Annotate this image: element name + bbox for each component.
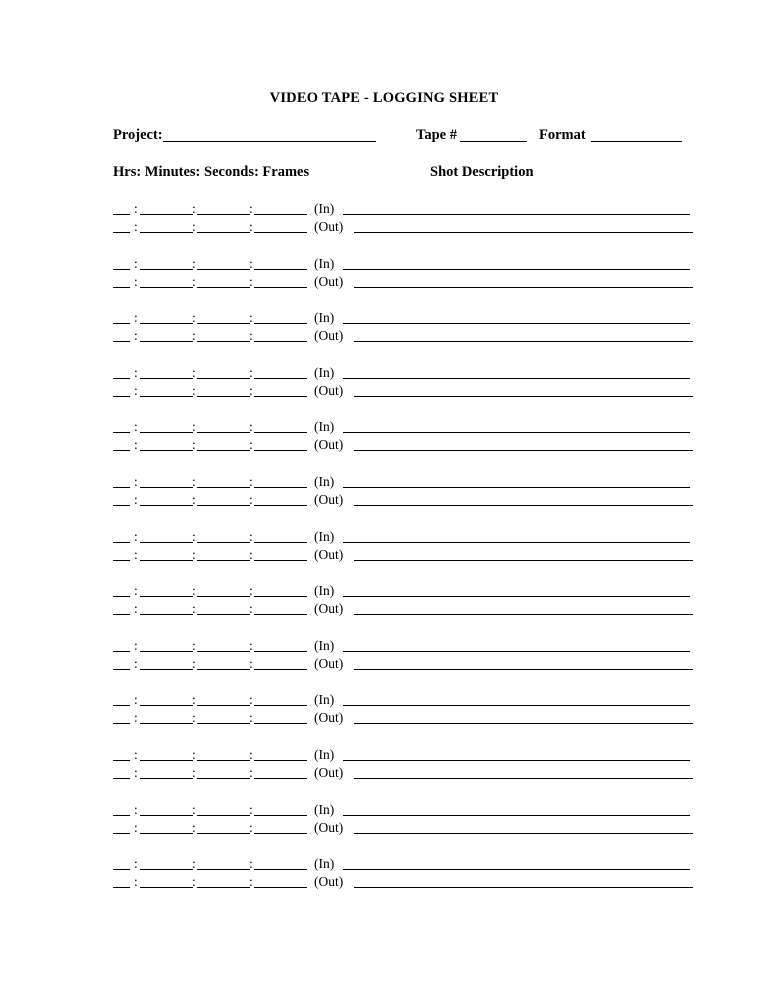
frames-field[interactable] bbox=[254, 560, 307, 561]
frames-field[interactable] bbox=[254, 669, 307, 670]
shot-description-field[interactable] bbox=[354, 614, 693, 615]
separator: : bbox=[249, 655, 253, 671]
minutes-field[interactable] bbox=[140, 833, 193, 834]
shot-description-field[interactable] bbox=[343, 651, 690, 652]
out-label: (Out) bbox=[314, 219, 344, 234]
log-entry bbox=[0, 309, 768, 345]
separator: : bbox=[134, 874, 138, 890]
separator: : bbox=[134, 801, 138, 817]
seconds-field[interactable] bbox=[197, 505, 250, 506]
frames-field[interactable] bbox=[254, 651, 307, 652]
sheet-title: VIDEO TAPE - LOGGING SHEET bbox=[269, 90, 499, 106]
hours-field[interactable] bbox=[113, 614, 130, 615]
seconds-field[interactable] bbox=[197, 542, 250, 543]
frames-field[interactable] bbox=[254, 778, 307, 779]
minutes-field[interactable] bbox=[140, 869, 193, 870]
separator: : bbox=[134, 692, 138, 708]
project-label: Project: bbox=[113, 127, 163, 143]
shot-description-field[interactable] bbox=[354, 560, 693, 561]
hours-field[interactable] bbox=[113, 560, 130, 561]
shot-description-field[interactable] bbox=[343, 815, 690, 816]
seconds-field[interactable] bbox=[197, 815, 250, 816]
in-timecode-row bbox=[0, 691, 768, 709]
separator: : bbox=[249, 528, 253, 544]
in-label: (In) bbox=[314, 692, 335, 708]
seconds-field[interactable] bbox=[197, 341, 250, 342]
hours-field[interactable] bbox=[113, 723, 130, 724]
log-entry bbox=[0, 801, 768, 837]
separator: : bbox=[192, 710, 196, 726]
in-label: (In) bbox=[314, 801, 335, 817]
log-entry bbox=[0, 582, 768, 618]
separator: : bbox=[249, 273, 253, 289]
in-timecode-row bbox=[0, 473, 768, 491]
in-timecode-row bbox=[0, 746, 768, 764]
seconds-field[interactable] bbox=[197, 705, 250, 706]
frames-field[interactable] bbox=[254, 269, 307, 270]
minutes-field[interactable] bbox=[140, 341, 193, 342]
in-label: (In) bbox=[314, 310, 335, 326]
hours-field[interactable] bbox=[113, 505, 130, 506]
out-label: (Out) bbox=[314, 382, 344, 398]
out-label: (Out) bbox=[314, 655, 344, 671]
log-entry bbox=[0, 637, 768, 673]
hours-field[interactable] bbox=[113, 705, 130, 706]
hours-field[interactable] bbox=[113, 778, 130, 779]
frames-field[interactable] bbox=[254, 505, 307, 506]
separator: : bbox=[134, 637, 138, 653]
out-timecode-row bbox=[0, 873, 768, 891]
in-label: (In) bbox=[314, 419, 335, 435]
frames-field[interactable] bbox=[254, 887, 307, 888]
in-timecode-row bbox=[0, 200, 768, 218]
out-label: (Out) bbox=[314, 273, 344, 289]
format-label: Format bbox=[539, 127, 586, 143]
shot-description-field[interactable] bbox=[354, 341, 693, 342]
log-entry bbox=[0, 746, 768, 782]
separator: : bbox=[249, 601, 253, 617]
separator: : bbox=[134, 528, 138, 544]
in-label: (In) bbox=[314, 201, 335, 216]
minutes-field[interactable] bbox=[140, 651, 193, 652]
hours-field[interactable] bbox=[113, 378, 130, 379]
hours-field[interactable] bbox=[113, 815, 130, 816]
minutes-field[interactable] bbox=[140, 560, 193, 561]
hours-field[interactable] bbox=[113, 542, 130, 543]
separator: : bbox=[134, 201, 138, 216]
log-entry bbox=[0, 855, 768, 891]
separator: : bbox=[192, 637, 196, 653]
separator: : bbox=[249, 310, 253, 326]
minutes-field[interactable] bbox=[140, 723, 193, 724]
seconds-field[interactable] bbox=[197, 378, 250, 379]
shot-description-field[interactable] bbox=[343, 323, 690, 324]
separator: : bbox=[134, 856, 138, 872]
seconds-field[interactable] bbox=[197, 396, 250, 397]
separator: : bbox=[134, 710, 138, 726]
out-timecode-row bbox=[0, 764, 768, 782]
shot-description-field[interactable] bbox=[354, 505, 693, 506]
log-entry bbox=[0, 255, 768, 291]
separator: : bbox=[249, 201, 253, 216]
out-timecode-row bbox=[0, 436, 768, 454]
frames-field[interactable] bbox=[254, 378, 307, 379]
separator: : bbox=[134, 546, 138, 562]
seconds-field[interactable] bbox=[197, 651, 250, 652]
log-entry bbox=[0, 528, 768, 564]
hours-field[interactable] bbox=[113, 669, 130, 670]
out-timecode-row bbox=[0, 273, 768, 291]
in-timecode-row bbox=[0, 255, 768, 273]
shot-description-field[interactable] bbox=[343, 596, 690, 597]
minutes-field[interactable] bbox=[140, 542, 193, 543]
separator: : bbox=[134, 492, 138, 507]
separator: : bbox=[134, 747, 138, 762]
hours-field[interactable] bbox=[113, 287, 130, 288]
out-timecode-row bbox=[0, 819, 768, 837]
separator: : bbox=[192, 328, 196, 344]
separator: : bbox=[249, 437, 253, 453]
frames-field[interactable] bbox=[254, 596, 307, 597]
hours-field[interactable] bbox=[113, 833, 130, 834]
separator: : bbox=[134, 601, 138, 617]
separator: : bbox=[134, 819, 138, 835]
in-label: (In) bbox=[314, 528, 335, 544]
hours-field[interactable] bbox=[113, 396, 130, 397]
minutes-field[interactable] bbox=[140, 396, 193, 397]
separator: : bbox=[249, 874, 253, 890]
frames-field[interactable] bbox=[254, 396, 307, 397]
frames-field[interactable] bbox=[254, 833, 307, 834]
separator: : bbox=[192, 692, 196, 708]
separator: : bbox=[249, 255, 253, 271]
hours-field[interactable] bbox=[113, 450, 130, 451]
separator: : bbox=[134, 419, 138, 435]
seconds-field[interactable] bbox=[197, 432, 250, 433]
shot-description-field[interactable] bbox=[354, 833, 693, 834]
separator: : bbox=[249, 637, 253, 653]
separator: : bbox=[134, 655, 138, 671]
separator: : bbox=[134, 382, 138, 398]
seconds-field[interactable] bbox=[197, 560, 250, 561]
timecode-column-heading: Hrs: Minutes: Seconds: Frames bbox=[113, 164, 310, 180]
separator: : bbox=[249, 747, 253, 762]
separator: : bbox=[192, 819, 196, 835]
frames-field[interactable] bbox=[254, 614, 307, 615]
separator: : bbox=[192, 874, 196, 890]
hours-field[interactable] bbox=[113, 214, 130, 215]
out-timecode-row bbox=[0, 382, 768, 400]
minutes-field[interactable] bbox=[140, 287, 193, 288]
seconds-field[interactable] bbox=[197, 596, 250, 597]
out-label: (Out) bbox=[314, 601, 344, 617]
out-label: (Out) bbox=[314, 437, 344, 453]
hours-field[interactable] bbox=[113, 232, 130, 233]
shot-description-field[interactable] bbox=[354, 723, 693, 724]
minutes-field[interactable] bbox=[140, 269, 193, 270]
separator: : bbox=[134, 364, 138, 380]
out-label: (Out) bbox=[314, 492, 344, 507]
shot-description-field[interactable] bbox=[343, 487, 690, 488]
shot-description-column-heading: Shot Description bbox=[430, 164, 534, 180]
frames-field[interactable] bbox=[254, 214, 307, 215]
hours-field[interactable] bbox=[113, 760, 130, 761]
separator: : bbox=[249, 364, 253, 380]
log-entry bbox=[0, 691, 768, 727]
minutes-field[interactable] bbox=[140, 505, 193, 506]
separator: : bbox=[192, 364, 196, 380]
hours-field[interactable] bbox=[113, 887, 130, 888]
log-entry bbox=[0, 418, 768, 454]
minutes-field[interactable] bbox=[140, 378, 193, 379]
minutes-field[interactable] bbox=[140, 596, 193, 597]
minutes-field[interactable] bbox=[140, 450, 193, 451]
shot-description-field[interactable] bbox=[354, 232, 693, 233]
out-timecode-row bbox=[0, 655, 768, 673]
seconds-field[interactable] bbox=[197, 487, 250, 488]
frames-field[interactable] bbox=[254, 341, 307, 342]
frames-field[interactable] bbox=[254, 705, 307, 706]
shot-description-field[interactable] bbox=[343, 269, 690, 270]
separator: : bbox=[249, 856, 253, 872]
seconds-field[interactable] bbox=[197, 323, 250, 324]
seconds-field[interactable] bbox=[197, 869, 250, 870]
log-entry bbox=[0, 473, 768, 509]
tape-number-field[interactable] bbox=[460, 141, 527, 142]
separator: : bbox=[192, 528, 196, 544]
in-timecode-row bbox=[0, 801, 768, 819]
separator: : bbox=[192, 219, 196, 234]
frames-field[interactable] bbox=[254, 323, 307, 324]
separator: : bbox=[134, 273, 138, 289]
separator: : bbox=[192, 201, 196, 216]
separator: : bbox=[249, 219, 253, 234]
hours-field[interactable] bbox=[113, 487, 130, 488]
frames-field[interactable] bbox=[254, 287, 307, 288]
separator: : bbox=[134, 437, 138, 453]
out-timecode-row bbox=[0, 600, 768, 618]
shot-description-field[interactable] bbox=[343, 214, 690, 215]
shot-description-field[interactable] bbox=[354, 287, 693, 288]
separator: : bbox=[134, 765, 138, 780]
separator: : bbox=[249, 765, 253, 780]
seconds-field[interactable] bbox=[197, 232, 250, 233]
separator: : bbox=[192, 273, 196, 289]
separator: : bbox=[192, 747, 196, 762]
separator: : bbox=[192, 601, 196, 617]
out-label: (Out) bbox=[314, 328, 344, 344]
seconds-field[interactable] bbox=[197, 887, 250, 888]
separator: : bbox=[192, 310, 196, 326]
shot-description-field[interactable] bbox=[343, 432, 690, 433]
out-timecode-row bbox=[0, 327, 768, 345]
separator: : bbox=[249, 328, 253, 344]
out-label: (Out) bbox=[314, 819, 344, 835]
minutes-field[interactable] bbox=[140, 760, 193, 761]
seconds-field[interactable] bbox=[197, 287, 250, 288]
shot-description-field[interactable] bbox=[343, 705, 690, 706]
frames-field[interactable] bbox=[254, 760, 307, 761]
frames-field[interactable] bbox=[254, 723, 307, 724]
format-field[interactable] bbox=[591, 141, 682, 142]
shot-description-field[interactable] bbox=[354, 778, 693, 779]
minutes-field[interactable] bbox=[140, 614, 193, 615]
frames-field[interactable] bbox=[254, 450, 307, 451]
out-timecode-row bbox=[0, 709, 768, 727]
minutes-field[interactable] bbox=[140, 705, 193, 706]
separator: : bbox=[192, 765, 196, 780]
frames-field[interactable] bbox=[254, 815, 307, 816]
tape-label: Tape # bbox=[416, 127, 457, 143]
hours-field[interactable] bbox=[113, 651, 130, 652]
separator: : bbox=[249, 474, 253, 489]
in-label: (In) bbox=[314, 856, 335, 872]
frames-field[interactable] bbox=[254, 432, 307, 433]
seconds-field[interactable] bbox=[197, 723, 250, 724]
separator: : bbox=[192, 655, 196, 671]
hours-field[interactable] bbox=[113, 341, 130, 342]
shot-description-field[interactable] bbox=[354, 669, 693, 670]
separator: : bbox=[192, 419, 196, 435]
hours-field[interactable] bbox=[113, 432, 130, 433]
minutes-field[interactable] bbox=[140, 778, 193, 779]
hours-field[interactable] bbox=[113, 269, 130, 270]
in-label: (In) bbox=[314, 474, 335, 489]
in-timecode-row bbox=[0, 582, 768, 600]
separator: : bbox=[192, 382, 196, 398]
minutes-field[interactable] bbox=[140, 323, 193, 324]
minutes-field[interactable] bbox=[140, 669, 193, 670]
separator: : bbox=[134, 255, 138, 271]
separator: : bbox=[192, 583, 196, 599]
in-label: (In) bbox=[314, 637, 335, 653]
in-timecode-row bbox=[0, 309, 768, 327]
seconds-field[interactable] bbox=[197, 450, 250, 451]
separator: : bbox=[249, 382, 253, 398]
shot-description-field[interactable] bbox=[343, 378, 690, 379]
hours-field[interactable] bbox=[113, 596, 130, 597]
seconds-field[interactable] bbox=[197, 269, 250, 270]
separator: : bbox=[134, 310, 138, 326]
in-timecode-row bbox=[0, 528, 768, 546]
in-label: (In) bbox=[314, 364, 335, 380]
frames-field[interactable] bbox=[254, 232, 307, 233]
separator: : bbox=[134, 219, 138, 234]
out-timecode-row bbox=[0, 546, 768, 564]
separator: : bbox=[192, 492, 196, 507]
in-timecode-row bbox=[0, 855, 768, 873]
seconds-field[interactable] bbox=[197, 614, 250, 615]
minutes-field[interactable] bbox=[140, 214, 193, 215]
separator: : bbox=[192, 546, 196, 562]
shot-description-field[interactable] bbox=[343, 760, 690, 761]
separator: : bbox=[249, 419, 253, 435]
separator: : bbox=[192, 856, 196, 872]
separator: : bbox=[249, 546, 253, 562]
separator: : bbox=[249, 801, 253, 817]
log-entry bbox=[0, 200, 768, 236]
shot-description-field[interactable] bbox=[354, 450, 693, 451]
separator: : bbox=[134, 328, 138, 344]
in-label: (In) bbox=[314, 255, 335, 271]
shot-description-field[interactable] bbox=[343, 869, 690, 870]
separator: : bbox=[249, 692, 253, 708]
separator: : bbox=[249, 492, 253, 507]
in-timecode-row bbox=[0, 418, 768, 436]
minutes-field[interactable] bbox=[140, 487, 193, 488]
seconds-field[interactable] bbox=[197, 669, 250, 670]
seconds-field[interactable] bbox=[197, 833, 250, 834]
seconds-field[interactable] bbox=[197, 778, 250, 779]
shot-description-field[interactable] bbox=[343, 542, 690, 543]
out-timecode-row bbox=[0, 491, 768, 509]
seconds-field[interactable] bbox=[197, 214, 250, 215]
out-label: (Out) bbox=[314, 765, 344, 780]
shot-description-field[interactable] bbox=[354, 396, 693, 397]
seconds-field[interactable] bbox=[197, 760, 250, 761]
separator: : bbox=[134, 474, 138, 489]
minutes-field[interactable] bbox=[140, 432, 193, 433]
out-timecode-row bbox=[0, 218, 768, 236]
log-entry bbox=[0, 364, 768, 400]
minutes-field[interactable] bbox=[140, 815, 193, 816]
frames-field[interactable] bbox=[254, 487, 307, 488]
out-label: (Out) bbox=[314, 710, 344, 726]
out-label: (Out) bbox=[314, 546, 344, 562]
separator: : bbox=[192, 437, 196, 453]
minutes-field[interactable] bbox=[140, 887, 193, 888]
separator: : bbox=[192, 801, 196, 817]
separator: : bbox=[192, 255, 196, 271]
separator: : bbox=[249, 819, 253, 835]
in-label: (In) bbox=[314, 747, 335, 762]
separator: : bbox=[249, 710, 253, 726]
out-label: (Out) bbox=[314, 874, 344, 890]
in-timecode-row bbox=[0, 364, 768, 382]
project-field[interactable] bbox=[163, 141, 376, 142]
separator: : bbox=[134, 583, 138, 599]
separator: : bbox=[192, 474, 196, 489]
in-timecode-row bbox=[0, 637, 768, 655]
shot-description-field[interactable] bbox=[354, 887, 693, 888]
frames-field[interactable] bbox=[254, 869, 307, 870]
separator: : bbox=[249, 583, 253, 599]
in-label: (In) bbox=[314, 583, 335, 599]
minutes-field[interactable] bbox=[140, 232, 193, 233]
hours-field[interactable] bbox=[113, 323, 130, 324]
frames-field[interactable] bbox=[254, 542, 307, 543]
hours-field[interactable] bbox=[113, 869, 130, 870]
